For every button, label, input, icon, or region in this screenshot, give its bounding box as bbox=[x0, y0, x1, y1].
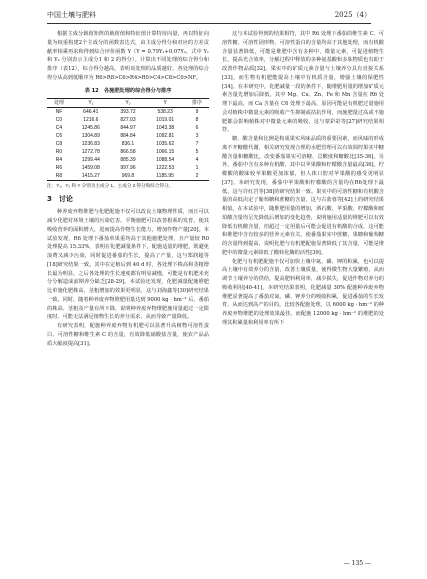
table-cell: 1299.44 bbox=[81, 157, 100, 164]
header-cell: Y₂ bbox=[125, 100, 131, 107]
table-cell: 1272.78 bbox=[81, 149, 100, 156]
table-cell: C0 bbox=[55, 117, 63, 124]
table-cell: 1185.95 bbox=[156, 173, 174, 180]
table-row bbox=[47, 108, 209, 117]
paragraph: 这与本试验得到的结果相符，其中 R6 处理下番茄的维生素 C、可溶性糖、可溶性固形物、可溶性蛋白的含量均高于其他处理，而有机酸含量显著降低，可能是堆肥中含有多种中、微量元素，可促进植物生长，提高光合效率，分解过程中释放的多种氨基酸和多肽物质也有助于改善作物品质[32]。果实中的矿质元素含量与土壤养分具有直接关系[33]，而生物有机肥能提高土壤中有机质含量，增强土壤的保肥性[34]。在本研究中，化肥减量一段的条件下，随堆肥用量的增加矿质元素含量先增加后降低，其中 Mg、Cu、Zn、Fe 和 Mn 含量在 R6 处理下最高，而 Ca 含量在 C6 处理下最高，原因可能是有机肥过量施用会对植株中微量元素的吸收产生抑制或拮抗作用，而施肥量过高或不施肥都会影响植株对中微量元素的吸收，这与蒙彩彩等[27]研究结果相符。 bbox=[222, 31, 384, 134]
table-caption: 表 12 各施肥处理的综合得分与排序 bbox=[84, 87, 172, 94]
table-note: 注：Y₁、Y₂ 和 Y 分别为主成分 1、主成分 2 得分和综合得分。 bbox=[47, 183, 174, 189]
right-column bbox=[222, 30, 384, 328]
paragraph: 根据主成分载荷矩阵的载荷值和特征值计算特征向量，再以特征向量为权重构建2个主成分的函数表达式，由主成分得分和对应的方差贡献率相乘再求和得到综合评价函数 Y（Y = 0.79Y₁+0.07Y₂，式中 Y₁ 和 Y₂ 分别表示主成分1 和 2 的得分）。计算出不同处理的综合得分和排序（表12），综合得分越高，表明该处理的品质越好。各处理的综合得分从高到低顺序为 R6>R8>C6>R4>R0>C4>C8>C0>NF。 bbox=[47, 31, 209, 81]
table-cell: 836.1 bbox=[121, 141, 135, 148]
table-cell: 885.39 bbox=[120, 157, 136, 164]
table-cell: 1216.6 bbox=[83, 117, 99, 124]
table-header-row bbox=[47, 99, 209, 108]
table-cell: 393.72 bbox=[120, 109, 136, 116]
paragraph: 糖、酸含量和比例是构成果实风味品质的重要因素，而风味的形成离不开糖酸代谢，相关研究发现合理的水肥管理可以有效调控果实中糖酸含量和糖酸比，改变番茄果实可溶糖、总酸度和糖酸比[35-36]。另外，番茄中含有多种有机酸，其中以苹果酸和柠檬酸含量最高[36]。柠檬酸的酸味较苹果酸更加浓郁，但人体口腔对苹果酸的感受更明显[37]。本研究发现，番茄中苹果酸和柠檬酸的含量均在R6处理下最低，这与许红岩等[38]的研究结果一致。果实中的可溶性糖和有机酸含量的高低决定了葡萄糖和蔗糖的含量，这与古蓝蓉等[42]上的研究结果相似。在本试验中，随堆肥用量的增加，酒石酸、苹果酸、柠檬酸和琥珀酸含量均呈先降低后增加的变化趋势，说明施用适量的堆肥可以有效降低有机酸含量，但超过一定用量后可能会促进有机酸的合成，这可能和堆肥中含有较多的营养元素有关，使番茄果实中蔗糖、果糖和葡萄糖的含量得到提高，说明化肥与有机肥配施显著降低了其含量，可能是堆肥中的微量元素降低了酸转化酶的活性[39]。 bbox=[222, 136, 384, 256]
table-cell: C4 bbox=[55, 125, 63, 132]
table-cell: 827.03 bbox=[120, 117, 136, 124]
table-row bbox=[47, 172, 209, 181]
paragraph: 化肥与有机肥配施不仅可加快土壤中氮、磷、钾的积累，也可以提高土壤中有效养分的含量，改善土壤质量，使得微生物大量繁殖，从而调节土壤养分的供给，提高肥料利用率，减少损失，促进作物对养分的吸收利用[40-41]。本研究结果表明，化肥减量 30% 配施种养废弃物堆肥显著提高了番茄对氮、磷、钾养分的吸收积累，促进番茄的生长发育，从而达到高产的目的。比较各配施处理，以 6000 kg · hm⁻² 的种养废弃物堆肥的处理效果最佳。而配施 12000 kg · hm⁻² 的堆肥的处理其积累量和利用率有所下 bbox=[222, 258, 384, 326]
table-cell: 866.58 bbox=[120, 149, 136, 156]
table-cell: 1459.08 bbox=[81, 165, 100, 172]
table-cell: 5 bbox=[195, 149, 199, 156]
table-cell: 1 bbox=[195, 165, 199, 172]
table-cell: 6 bbox=[195, 125, 199, 132]
table-row bbox=[47, 124, 209, 132]
table-cell: 1415.27 bbox=[81, 173, 100, 180]
table-cell: C6 bbox=[55, 133, 63, 140]
score-ranking-table bbox=[47, 98, 209, 181]
table-cell: R4 bbox=[55, 157, 63, 164]
table-cell: 969.8 bbox=[121, 173, 135, 180]
table-cell: R0 bbox=[55, 149, 63, 156]
table-cell: 4 bbox=[195, 157, 199, 164]
table-row bbox=[47, 140, 209, 148]
table-cell: 646.41 bbox=[83, 109, 99, 116]
table-cell: 1304.89 bbox=[81, 133, 100, 140]
table-cell: 1088.54 bbox=[156, 157, 175, 164]
table-cell: 1035.62 bbox=[156, 141, 175, 148]
table-cell: 1236.83 bbox=[81, 141, 100, 148]
header-cell: Y₁ bbox=[88, 100, 94, 107]
table-cell: 2 bbox=[195, 173, 199, 180]
table-cell: 844.97 bbox=[120, 125, 136, 132]
table-cell: 997.96 bbox=[120, 165, 136, 172]
left-column bbox=[47, 30, 209, 348]
table-body bbox=[47, 108, 209, 181]
table-cell: 538.23 bbox=[157, 109, 173, 116]
header-cell: 排序 bbox=[192, 100, 203, 107]
table-row bbox=[47, 148, 209, 156]
paragraph: 种养废弃物堆肥与化肥配施不仅可以改良土壤物理性质，而且可以减少化肥对环境土壤的污染危害。平衡施肥可以改善根系的发育，使其吸收营养的面积增大，进而提高作物生长能力，增加作物产量[20]。本试验发现，R6 处理下番茄单果重均高于其他施肥处理，且产量较 R0 处理提高 15.33%，表明在化肥减量条件下，配施适量的堆肥，既避免浪费又减少污染，同时促进番茄的生长，提高了产量，这与郑润超等[18]研究结果一致。其中在定植后到 40 d 时，各处理下株高和茎粗增长最为明显，之后各处理的生长速度都有明显减慢，可能是有机肥未充分分解造成前期养分缺乏[28-29]。本试验还发现，化肥减量配施堆肥比单施化肥株高、茎粗增加的效果更明显，这与刘海鑫等[30]研究结果一致。同时，随着种养废弃物堆肥用量达到 9000 kg · hm⁻² 后，番茄的株高、茎粗及产量有所下降，说明种养废弃物堆肥施用量超过一定限度时，可能无法满足植物生长的养分需求，从而导致产量降低。 bbox=[47, 209, 209, 321]
running-header bbox=[47, 10, 371, 22]
table-cell: 8 bbox=[195, 117, 199, 124]
table-cell: NF bbox=[55, 109, 63, 116]
table-cell: 7 bbox=[195, 141, 199, 148]
table-row bbox=[47, 164, 209, 172]
page-number: — 135 — bbox=[343, 560, 371, 567]
header-rule bbox=[47, 23, 371, 24]
table-cell: 1019.01 bbox=[156, 117, 175, 124]
table-cell: 1245.86 bbox=[81, 125, 100, 132]
table-cell: R8 bbox=[55, 173, 63, 180]
header-cell: 处理 bbox=[53, 100, 64, 107]
issue-number: 2025（4） bbox=[334, 11, 371, 19]
header-cell: Y bbox=[163, 100, 167, 107]
table-row bbox=[47, 132, 209, 140]
table-cell: 1222.53 bbox=[156, 165, 175, 172]
table-cell: 1043.38 bbox=[156, 125, 175, 132]
paragraph: 有研究表明，配施种养废弃物有机肥可以显著升高植物可溶性蛋白、可溶性糖和维生素 C 的含量，有效降低硝酸盐含量，使农产品品质大幅度提高[31]。 bbox=[47, 323, 209, 347]
table-cell: 884.84 bbox=[120, 133, 136, 140]
table-cell: 1066.15 bbox=[156, 149, 175, 156]
table-cell: 1092.81 bbox=[156, 133, 175, 140]
table-cell: C8 bbox=[55, 141, 63, 148]
table-cell: 3 bbox=[195, 133, 199, 140]
journal-title: 中国土壤与肥料 bbox=[47, 11, 96, 19]
table-row bbox=[47, 116, 209, 124]
section-heading: 3 讨论 bbox=[47, 195, 73, 204]
table-cell: 9 bbox=[195, 109, 199, 116]
table-row bbox=[47, 156, 209, 164]
table-cell: R6 bbox=[55, 165, 63, 172]
